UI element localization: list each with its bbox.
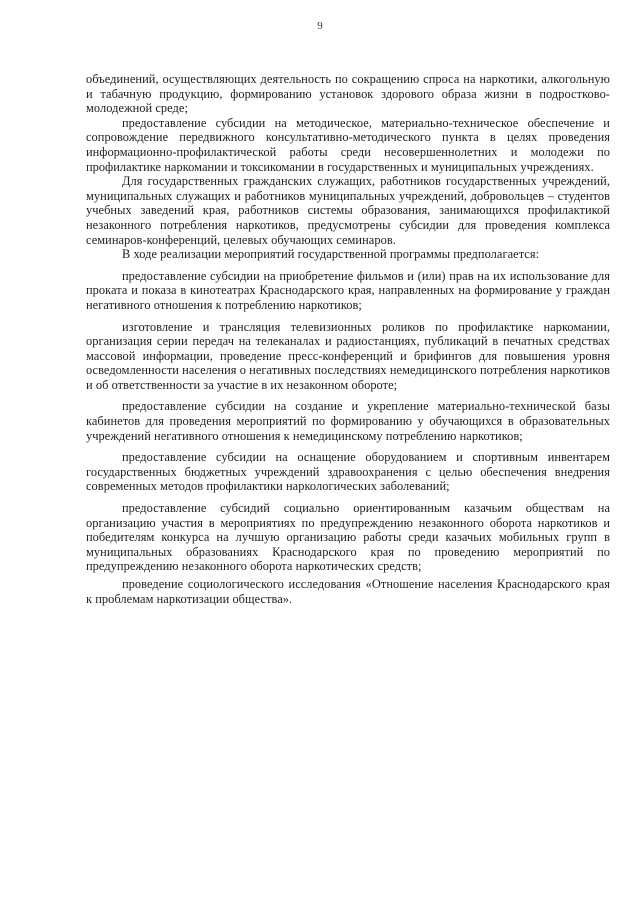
paragraph-offices-subsidy: предоставление субсидии на создание и укрепление материально-технической базы кабинетов для проведения мероприятий по формированию у обучающихся в образовательных учреждений негативного отношения к немедицинскому потреблению наркотиков; bbox=[86, 399, 610, 443]
paragraph-tv-spots: изготовление и трансляция телевизионных роликов по профилактике наркомании, организация серии передач на телеканалах и радиостанциях, публикаций в печатных средствах массовой информации, проведение пресс-конференций и брифингов для повышения уровня осведомленности населения о негативных последствиях немедицинского потребления наркотиков и об ответственности за участие в их незаконном обороте; bbox=[86, 319, 610, 392]
paragraph-films-subsidy: предоставление субсидии на приобретение фильмов и (или) прав на их использование для проката и показа в кинотеатрах Краснодарского края, направленных на формирование у граждан негативного отношения к потреблению наркотиков; bbox=[86, 268, 610, 312]
paragraph-sociological-study: проведение социологического исследования «Отношение населения Краснодарского края к проблемам наркотизации общества». bbox=[86, 577, 610, 606]
paragraph-consultation-point-subsidy: предоставление субсидии на методическое, материально-техническое обеспечение и сопровождение передвижного консультативно-методического пункта в целях проведения информационно-профилактической работы среди несовершеннолетних и молодежи по профилактике наркомании и токсикомании в государственных и муниципальных учреждениях. bbox=[86, 115, 610, 174]
paragraph-program-intro: В ходе реализации мероприятий государственной программы предполагается: bbox=[122, 247, 540, 262]
paragraph-seminars-subsidy: Для государственных гражданских служащих, работников государственных учреждений, муниципальных служащих и работников муниципальных учреждений, добровольцев – студентов учебных заведений края, работников системы образования, занимающихся профилактикой незаконного потребления наркотиков, предусмотрены субсидии для проведения комплекса семинаров-конференций, целевых обучающих семинаров. bbox=[86, 174, 610, 247]
document-body bbox=[86, 72, 610, 606]
paragraph-cossack-subsidy: предоставление субсидий социально ориентированным казачьим обществам на организацию участия в мероприятиях по предупреждению незаконного оборота наркотиков и победителям конкурса на лучшую организацию работы среди казачьих мобильных групп в муниципальных образованиях Краснодарского края по проведению мероприятий по предупреждению незаконного оборота наркотических средств; bbox=[86, 501, 610, 574]
paragraph-continuation: объединений, осуществляющих деятельность по сокращению спроса на наркотики, алкогольную и табачную продукцию, формированию установок здорового образа жизни в подростково-молодежной среде; bbox=[86, 72, 610, 116]
paragraph-equipment-subsidy: предоставление субсидии на оснащение оборудованием и спортивным инвентарем государственных бюджетных учреждений здравоохранения с целью обеспечения внедрения современных методов профилактики наркологических заболеваний; bbox=[86, 450, 610, 494]
page-number: 9 bbox=[317, 20, 323, 32]
